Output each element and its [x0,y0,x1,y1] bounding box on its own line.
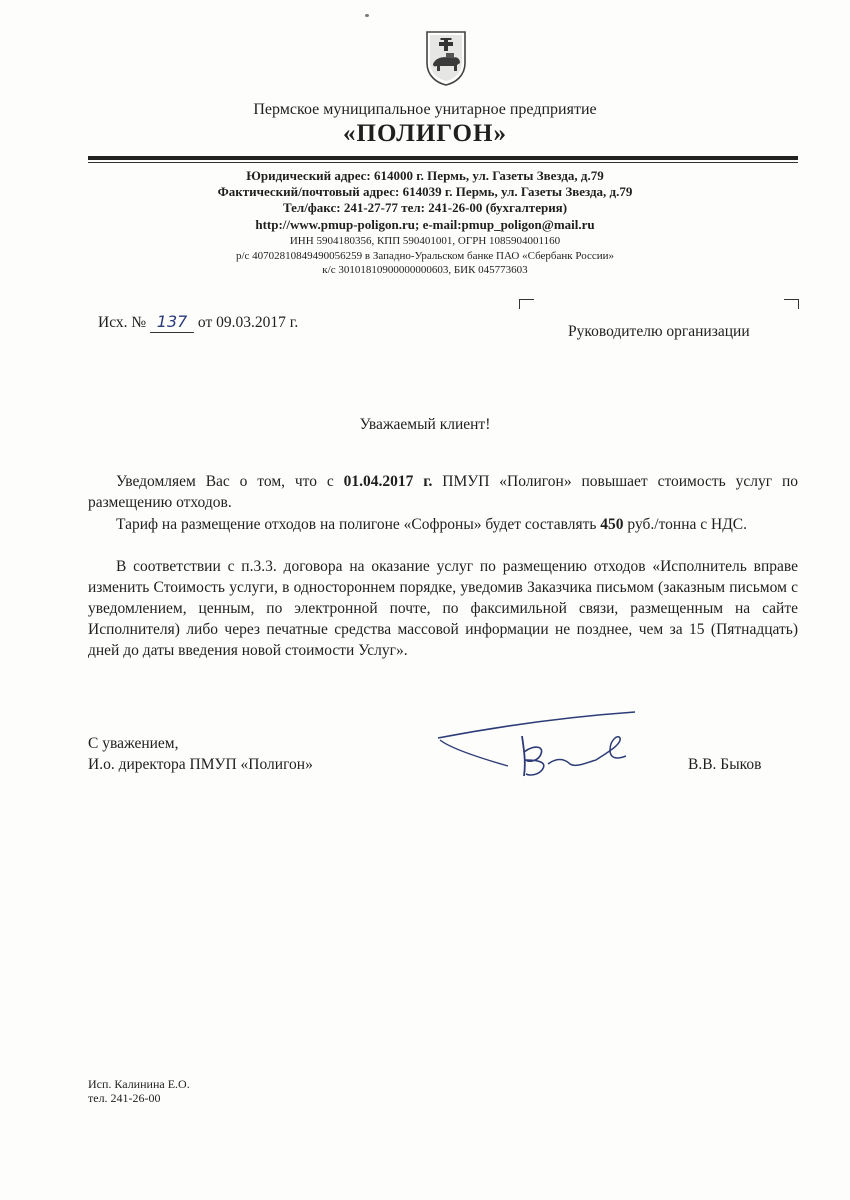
executor-phone: тел. 241-26-00 [88,1091,161,1105]
p1-text-end: ПМУП «Полигон» повышает стоимость услуг по размещению отходов. [88,473,798,511]
correspondent-account: к/с 30101810900000000603, БИК 045773603 [322,264,528,276]
p1-effective-date: 01.04.2017 г. [343,473,433,490]
paragraph-price-increase [88,471,798,513]
p1-text-start: Уведомляем Вас о том, что с [116,473,344,490]
bank-account: р/с 40702810849490056259 в Западно-Уральском банке ПАО «Сбербанк России» [235,250,615,262]
outgoing-number-line [98,311,298,333]
outgoing-prefix: Исх. № [98,314,147,331]
signer-name: В.В. Быков [688,756,762,773]
coat-of-arms-emblem [424,29,468,87]
paragraph-tariff [88,514,798,535]
addressee: Руководителю организации [568,323,750,340]
addressee-bracket-left [519,299,534,309]
outgoing-number: 137 [150,311,194,333]
website-email: http://www.pmup-poligon.ru; e-mail:pmup_poligon@mail.ru [255,217,595,232]
header-rule-thick [88,156,798,160]
legal-address: Юридический адрес: 614000 г. Пермь, ул. Газеты Звезда, д.79 [246,168,604,183]
p2-text-start: Тариф на размещение отходов на полигоне «Софроны» будет составлять [116,516,601,533]
salutation: Уважаемый клиент! [359,416,491,433]
p2-price: 450 [600,516,624,533]
outgoing-date: от 09.03.2017 г. [197,314,299,331]
signer-position: И.о. директора ПМУП «Полигон» [88,756,313,773]
organization-title: «ПОЛИГОН» [343,120,507,147]
header-rule-thin [88,162,798,163]
regards: С уважением, [88,735,179,752]
addressee-bracket-right [784,299,799,309]
p2-text-end: руб./тонна с НДС. [623,516,747,533]
executor-name: Исп. Калинина Е.О. [88,1077,190,1091]
inn-kpp-ogrn: ИНН 5904180356, КПП 590401001, ОГРН 1085904001160 [289,235,561,247]
phone-fax: Тел/факс: 241-27-77 тел: 241-26-00 (бухгалтерия) [282,200,568,215]
organization-name: Пермское муниципальное унитарное предприятие [253,101,597,118]
postal-address: Фактический/почтовый адрес: 614039 г. Пермь, ул. Газеты Звезда, д.79 [217,184,633,199]
handwritten-signature [430,700,640,790]
page-mark [365,14,369,17]
paragraph-contract-clause: В соответствии с п.3.3. договора на оказание услуг по размещению отходов «Исполнитель вправе изменить Стоимость услуги, в одностороннем порядке, уведомив Заказчика письмом (заказным письмом с уведомлением, ценным, по электронной почте, по факсимильной связи, размещенным на сайте Исполнителя) либо через печатные средства массовой информации не позднее, чем за 15 (Пятнадцать) дней до даты введения новой стоимости Услуг». [88,558,798,659]
